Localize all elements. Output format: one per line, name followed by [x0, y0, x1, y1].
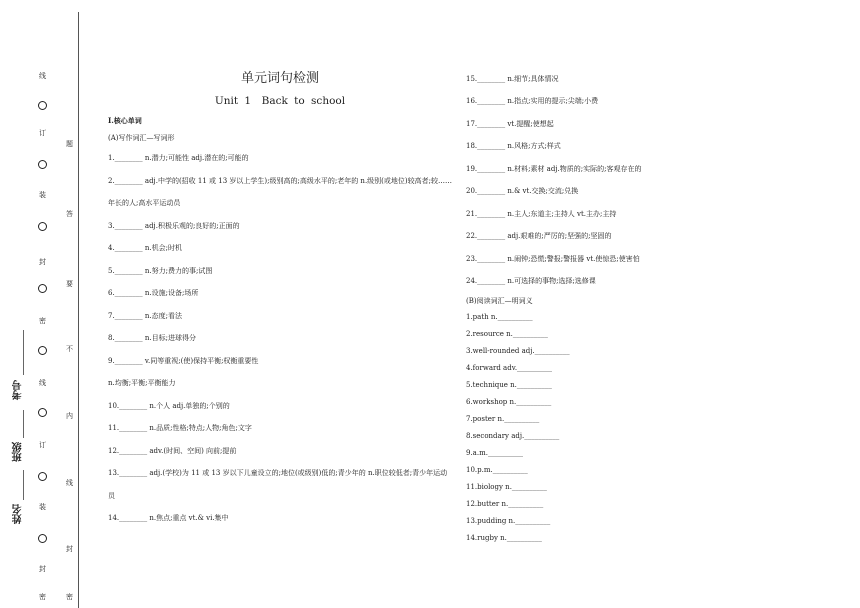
- list-item: 8.secondary adj.__________: [466, 432, 560, 440]
- list-item: 14.________ n.焦点;重点 vt.& vi.集中: [108, 514, 229, 522]
- list-item: 5.technique n.__________: [466, 381, 552, 389]
- binding-hole: [38, 346, 47, 355]
- list-item: 13.________ adj.(学校)为 11 或 13 岁以下儿童设立的;地位(或级别)低的;青少年的 n.职位较低者;青少年运动: [108, 469, 448, 477]
- list-item: 1.path n.__________: [466, 313, 533, 321]
- section-heading: Ⅰ.核心单词: [108, 116, 142, 125]
- list-item: 13.pudding n.__________: [466, 517, 551, 525]
- list-item: 11.biology n.__________: [466, 483, 547, 491]
- cut-mark: 密: [39, 317, 46, 325]
- list-item: 24.________ n.可选择的事物;选择;选修课: [466, 277, 596, 285]
- field-line: [23, 470, 24, 500]
- cut-mark: 线: [39, 379, 46, 387]
- fold-line: [78, 12, 79, 608]
- note-char: 要: [66, 280, 73, 288]
- note-char: 封: [66, 545, 73, 553]
- list-item: 10.p.m.__________: [466, 466, 528, 474]
- list-item: 10.________ n.个人 adj.单独的;个别的: [108, 402, 230, 410]
- list-item: 4.forward adv.__________: [466, 364, 553, 372]
- list-item: 21.________ n.主人;东道主;主持人 vt.主办;主持: [466, 210, 617, 218]
- list-item: 11.________ n.品质;性格;特点;人物;角色;文字: [108, 424, 252, 432]
- field-line: [23, 410, 24, 438]
- note-char: 线: [66, 479, 73, 487]
- cut-mark: 装: [39, 191, 46, 199]
- list-item: 1.________ n.潜力;可能性 adj.潜在的;可能的: [108, 154, 249, 162]
- list-item: 12.butter n.__________: [466, 500, 544, 508]
- binding-hole: [38, 472, 47, 481]
- binding-hole: [38, 160, 47, 169]
- list-item: 4.________ n.机会;时机: [108, 244, 182, 252]
- list-item: 15.________ n.细节;具体情况: [466, 75, 559, 83]
- list-item: n.均衡;平衡;平衡能力: [108, 379, 176, 387]
- page-title: 单元词句检测: [240, 71, 319, 86]
- note-char: 内: [66, 412, 73, 420]
- list-item: 3.________ adj.积极乐观的;良好的;正面的: [108, 222, 240, 230]
- note-char: 不: [66, 345, 73, 353]
- cut-mark: 封: [39, 258, 46, 266]
- cut-mark: 封: [39, 565, 46, 573]
- field-line: [23, 330, 24, 375]
- binding-hole: [38, 284, 47, 293]
- part-a-heading: (A)写作词汇—写词形: [108, 134, 175, 142]
- list-item: 2.________ adj.中学的(招收 11 或 13 岁以上学生);级别高的;高级水平的;老年的 n.级别(或地位)较高者;较……: [108, 177, 452, 185]
- cut-mark: 密: [39, 593, 46, 601]
- field-exam-number: 考号: [13, 380, 24, 400]
- list-item: 8.________ n.目标;进球得分: [108, 334, 196, 342]
- binding-hole: [38, 101, 47, 110]
- list-item: 7.________ n.态度;看法: [108, 312, 182, 320]
- list-item: 2.resource n.__________: [466, 330, 548, 338]
- list-item: 9.________ v.同等重视;(使)保持平衡;权衡重要性: [108, 357, 259, 365]
- list-item: 16.________ n.指点;实用的提示;尖端;小费: [466, 97, 599, 105]
- list-item: 20.________ n.& vt.交换;交流;兑换: [466, 187, 579, 195]
- list-item: 23.________ n.闹钟;恐慌;警报;警报器 vt.使惊恐;使害怕: [466, 255, 640, 263]
- field-name: 姓名: [13, 504, 24, 524]
- note-char: 题: [66, 140, 73, 148]
- list-item: 22.________ adj.艰难的;严厉的;坚强的;坚固的: [466, 232, 612, 240]
- cut-mark: 订: [39, 129, 46, 137]
- list-item: 员: [108, 492, 115, 500]
- note-char: 答: [66, 210, 73, 218]
- cut-mark: 线: [39, 72, 46, 80]
- list-item: 14.rugby n.__________: [466, 534, 542, 542]
- field-class: 班级: [13, 442, 24, 462]
- list-item: 18.________ n.风格;方式;样式: [466, 142, 561, 150]
- list-item: 7.poster n.__________: [466, 415, 540, 423]
- list-item: 19.________ n.材料;素材 adj.物质的;实际的;客观存在的: [466, 165, 642, 173]
- list-item: 6.________ n.设施;设备;场所: [108, 289, 199, 297]
- binding-hole: [38, 534, 47, 543]
- note-char: 密: [66, 593, 73, 601]
- binding-hole: [38, 408, 47, 417]
- list-item: 3.well-rounded adj.__________: [466, 347, 570, 355]
- page-subtitle: Unit 1 Back to school: [214, 95, 346, 107]
- cut-mark: 订: [39, 441, 46, 449]
- binding-hole: [38, 222, 47, 231]
- list-item: 12.________ adv.(时间、空间) 向前;提前: [108, 447, 237, 455]
- cut-mark: 装: [39, 503, 46, 511]
- list-item: 年长的人;高水平运动员: [108, 199, 181, 207]
- list-item: 5.________ n.努力;费力的事;试图: [108, 267, 213, 275]
- part-b-heading: (B)阅读词汇—明词义: [466, 297, 533, 305]
- list-item: 6.workshop n.__________: [466, 398, 552, 406]
- list-item: 9.a.m.__________: [466, 449, 523, 457]
- list-item: 17.________ vt.提醒;使想起: [466, 120, 554, 128]
